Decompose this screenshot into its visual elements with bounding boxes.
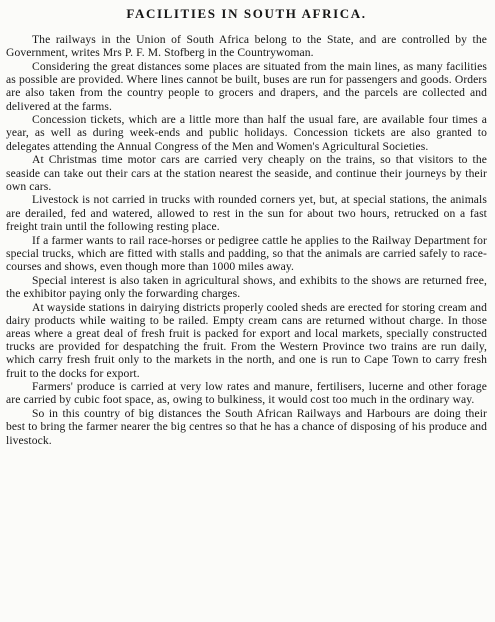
article-paragraph: The railways in the Union of South Africa belong to the State, and are controlled by the Government, writes Mrs P. F. M. Stofberg in the Countrywoman. (6, 33, 487, 60)
article-paragraph: Special interest is also taken in agricultural shows, and exhibits to the shows are returned free, the exhibitor paying only the forwarding charges. (6, 273, 487, 300)
article-paragraph: So in this country of big distances the South African Railways and Harbours are doing their best to bring the farmer nearer the big centres so that he has a chance of disposing of his produce and livestock. (6, 407, 487, 447)
article-body (6, 33, 487, 447)
article-paragraph: At Christmas time motor cars are carried very cheaply on the trains, so that visitors to the seaside can take out their cars at the station nearest the seaside, and continue their journeys by their own cars. (6, 153, 487, 193)
article-paragraph: Livestock is not carried in trucks with rounded corners yet, but, at special stations, the animals are derailed, fed and watered, allowed to rest in the sun for about two hours, retrucked on a fast freight train until the following resting place. (6, 193, 487, 233)
article-headline: FACILITIES IN SOUTH AFRICA. (126, 6, 367, 21)
article-paragraph: Concession tickets, which are a little more than half the usual fare, are available four times a year, as well as during week-ends and public holidays. Concession tickets are also granted to delegates attending the Annual Congress of the Men and Women's Agricultural Societies. (6, 113, 487, 153)
article-paragraph: Considering the great distances some places are situated from the main lines, as many facilities as possible are provided. Where lines cannot be built, buses are run for passengers and goods. Orders are also taken from the country people to grocers and drapers, and the parcels are collected and delivered at the farms. (6, 59, 487, 113)
article-paragraph: If a farmer wants to rail race-horses or pedigree cattle he applies to the Railway Department for special trucks, which are fitted with stalls and padding, so that the animals are carried safely to race-courses and shows, even though more than 1000 miles away. (6, 233, 487, 273)
article-paragraph: At wayside stations in dairying districts properly cooled sheds are erected for storing cream and dairy products while waiting to be railed. Empty cream cans are returned without charge. In those areas where a great deal of fresh fruit is packed for export and local markets, specially constructed trucks are provided for despatching the fruit. From the Western Province two trains are run daily, which carry fresh fruit only to the markets in the north, and one is run to Cape Town to carry fresh fruit to the docks for export. (6, 300, 487, 380)
article-paragraph: Farmers' produce is carried at very low rates and manure, fertilisers, lucerne and other forage are carried by cubic foot space, as, owing to bulkiness, it would cost too much in the ordinary way. (6, 380, 487, 407)
